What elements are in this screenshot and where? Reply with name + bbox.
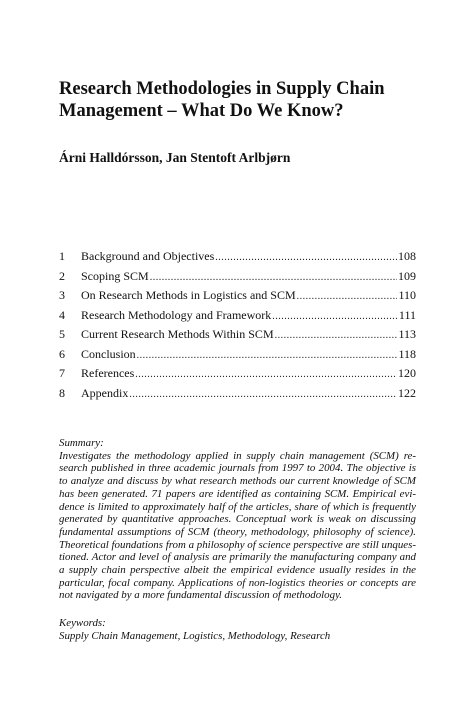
toc-entry-number: 7 — [59, 366, 65, 380]
chapter-title-line: Management – What Do We Know? — [59, 101, 344, 121]
toc-entry-page: 113 — [398, 327, 416, 341]
toc-entry-number: 3 — [59, 288, 65, 302]
toc-entry-label: Conclusion — [81, 346, 136, 361]
summary-line: has been generated. 71 papers are identified as containing SCM. Empirical evi- — [59, 487, 416, 500]
toc-entry-label: On Research Methods in Logistics and SCM — [81, 288, 296, 302]
toc-entry[interactable] — [59, 288, 416, 308]
toc-entry-label: Scoping SCM — [81, 268, 149, 283]
toc-entry[interactable] — [59, 366, 416, 386]
toc-entry-label: Research Methodology and Framework — [81, 307, 272, 322]
toc-leader-dots — [215, 252, 397, 263]
summary-line: particular, focal company. Applications of non-logistics theories or concepts are — [59, 576, 416, 589]
toc-entry-label: Appendix — [81, 385, 129, 400]
toc-entry[interactable] — [59, 249, 416, 269]
summary-line: Theoretical foundations from a philosophy of science perspective are still unques- — [59, 538, 416, 551]
keywords-heading: Keywords: — [59, 617, 106, 629]
summary-line: to analyze and discuss by what research methods our current knowledge of SCM — [59, 475, 416, 488]
toc-entry[interactable] — [59, 327, 416, 347]
toc-entry-label: Current Research Methods Within SCM — [81, 327, 274, 341]
toc-leader-dots — [297, 291, 398, 302]
toc-entry[interactable] — [59, 386, 416, 406]
summary-line: Investigates the methodology applied in supply chain management (SCM) re- — [59, 449, 416, 462]
toc-entry-label: Background and Objectives — [81, 249, 215, 263]
toc-entry-number: 6 — [59, 346, 65, 361]
toc-entry-page: 122 — [398, 385, 416, 400]
summary-line: fundamental assumptions of SCM (theory, methodology, philosophy of science). — [59, 525, 416, 538]
summary-line: not navigated by a more fundamental discussion of methodology. — [59, 589, 343, 602]
summary-section — [59, 437, 416, 602]
toc-entry-page: 109 — [398, 268, 416, 283]
toc-entry-page: 110 — [398, 288, 416, 302]
toc-entry-number: 8 — [59, 385, 65, 400]
toc-leader-dots — [272, 311, 398, 322]
toc-entry[interactable] — [59, 269, 416, 289]
summary-line: search published in three academic journals from 1997 to 2004. The objective is — [59, 462, 416, 475]
toc-entry[interactable] — [59, 308, 416, 328]
summary-line: generated by quantitative approaches. Conceptual work is weak on discussing — [59, 513, 416, 526]
toc-leader-dots — [275, 330, 398, 341]
summary-line: a supply chain perspective albeit the empirical evidence usually resides in the — [59, 564, 416, 577]
toc-entry-number: 1 — [59, 249, 65, 263]
toc-entry-number: 2 — [59, 268, 65, 283]
table-of-contents — [59, 249, 416, 405]
summary-heading: Summary: — [59, 437, 104, 449]
chapter-title — [59, 78, 429, 122]
toc-entry-number: 5 — [59, 327, 65, 341]
toc-entry-label: References — [81, 366, 135, 380]
chapter-title-line: Research Methodologies in Supply Chain — [59, 79, 385, 99]
toc-leader-dots — [137, 350, 398, 361]
keywords-text: Supply Chain Management, Logistics, Methodology, Research — [59, 629, 331, 642]
toc-entry[interactable] — [59, 347, 416, 367]
toc-entry-page: 118 — [398, 346, 416, 361]
toc-entry-number: 4 — [59, 307, 65, 322]
summary-line: dence is limited to approximately half of the articles, share of which is frequently — [59, 500, 416, 513]
toc-leader-dots — [150, 272, 397, 283]
toc-leader-dots — [129, 389, 397, 400]
toc-entry-page: 120 — [398, 366, 416, 380]
keywords-section — [59, 617, 416, 642]
toc-leader-dots — [135, 369, 397, 380]
toc-entry-page: 108 — [398, 249, 416, 263]
authors: Árni Halldórsson, Jan Stentoft Arlbjørn — [59, 150, 291, 165]
toc-entry-page: 111 — [398, 307, 416, 322]
summary-line: tioned. Actor and level of analysis are primarily the manufacturing company and — [59, 551, 416, 564]
